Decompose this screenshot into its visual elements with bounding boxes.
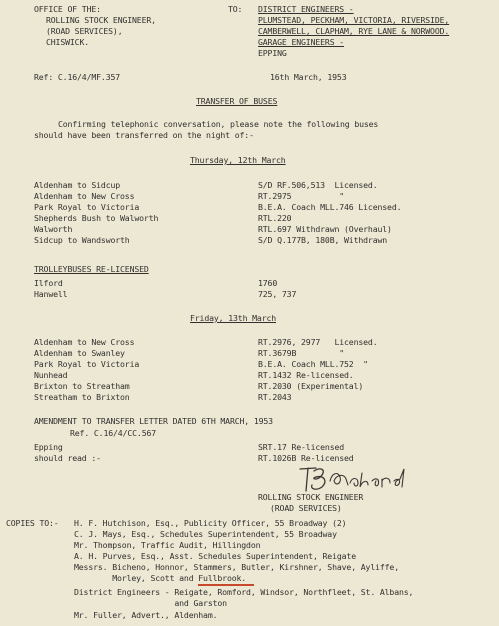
to-line-2: PLUMSTEAD, PECKHAM, VICTORIA, RIVERSIDE, [258,15,450,25]
thursday-detail: B.E.A. Coach MLL.746 Licensed. [258,202,402,212]
amendment-route: Epping [34,442,63,452]
trolleybus-detail: 725, 737 [258,289,297,299]
red-pencil-mark [198,584,254,586]
thursday-route: Walworth [34,224,73,234]
copies-recipient: and Garston [74,598,227,608]
signatory-line-2: (ROAD SERVICES) [270,503,342,513]
document-title: TRANSFER OF BUSES [196,96,278,106]
friday-detail: RT.1432 Re-licensed. [258,370,354,380]
trolleybus-route: Ilford [34,278,63,288]
copies-recipient: Messrs. Bicheno, Honnor, Stammers, Butler, Kirshner, Shave, Ayliffe, [74,562,399,572]
letter-date: 16th March, 1953 [270,72,347,82]
copies-recipient: C. J. Mays, Esq., Schedules Superintendent, 55 Broadway [74,529,337,539]
friday-route: Park Royal to Victoria [34,359,140,369]
to-line-5: EPPING [258,48,287,58]
from-line-1: OFFICE OF THE: [34,4,101,14]
friday-route: Brixton to Streatham [34,381,130,391]
thursday-detail: RTL.220 [258,213,292,223]
handwritten-signature [296,463,416,495]
to-line-3: CAMBERWELL, CLAPHAM, RYE LANE & NORWOOD. [258,26,450,36]
to-line-4: GARAGE ENGINEERS - [258,37,345,47]
thursday-detail: S/D Q.177B, 180B, Withdrawn [258,235,388,245]
amendment-detail: SRT.17 Re-licensed [258,442,345,452]
from-line-3: (ROAD SERVICES), [46,26,123,36]
friday-detail: RT.2976, 2977 Licensed. [258,337,378,347]
thursday-detail: S/D RF.506,513 Licensed. [258,180,378,190]
thursday-route: Sidcup to Wandsworth [34,235,130,245]
friday-route: Nunhead [34,370,68,380]
thursday-detail: RT.2975 " [258,191,345,201]
amendment-heading: AMENDMENT TO TRANSFER LETTER DATED 6TH MARCH, 1953 [34,416,273,426]
copies-recipient: Morley, Scott and Fullbrook. [74,573,247,583]
from-line-2: ROLLING STOCK ENGINEER, [46,15,156,25]
amendment-route: should read :- [34,453,101,463]
amendment-ref: Ref. C.16/4/CC.567 [70,428,157,438]
to-line-1: DISTRICT ENGINEERS - [258,4,354,14]
reference: Ref: C.16/4/MF.357 [34,72,121,82]
trolleybuses-heading: TROLLEYBUSES RE-LICENSED [34,264,149,274]
friday-route: Aldenham to Swanley [34,348,125,358]
to-label: TO: [228,4,243,14]
intro-line-2: should have been transferred on the night of:- [34,130,254,140]
friday-route: Streatham to Brixton [34,392,130,402]
thursday-route: Shepherds Bush to Walworth [34,213,159,223]
thursday-route: Aldenham to Sidcup [34,180,121,190]
signatory-line-1: ROLLING STOCK ENGINEER [258,492,364,502]
trolleybus-detail: 1760 [258,278,278,288]
amendment-detail: RT.1026B Re-licensed [258,453,354,463]
friday-detail: RT.2030 (Experimental) [258,381,364,391]
copies-recipient: Mr. Thompson, Traffic Audit, Hillingdon [74,540,261,550]
copies-recipient: Mr. Fuller, Advert., Aldenham. [74,610,218,620]
copies-recipient: District Engineers - Reigate, Romford, Windsor, Northfleet, St. Albans, [74,587,414,597]
friday-detail: RT.3679B " [258,348,345,358]
intro-line-1: Confirming telephonic conversation, please note the following buses [58,119,379,129]
trolleybus-route: Hanwell [34,289,68,299]
friday-route: Aldenham to New Cross [34,337,135,347]
from-line-4: CHISWICK. [46,37,90,47]
thursday-heading: Thursday, 12th March [190,155,286,165]
friday-heading: Friday, 13th March [190,313,277,323]
friday-detail: RT.2043 [258,392,292,402]
thursday-detail: RTL.697 Withdrawn (Overhaul) [258,224,392,234]
friday-detail: B.E.A. Coach MLL.752 " [258,359,368,369]
copies-recipient: H. F. Hutchison, Esq., Publicity Officer, 55 Broadway (2) [74,518,347,528]
copies-recipient: A. H. Purves, Esq., Asst. Schedules Superintendent, Reigate [74,551,356,561]
copies-label: COPIES TO:- [6,518,59,528]
thursday-route: Aldenham to New Cross [34,191,135,201]
thursday-route: Park Royal to Victoria [34,202,140,212]
